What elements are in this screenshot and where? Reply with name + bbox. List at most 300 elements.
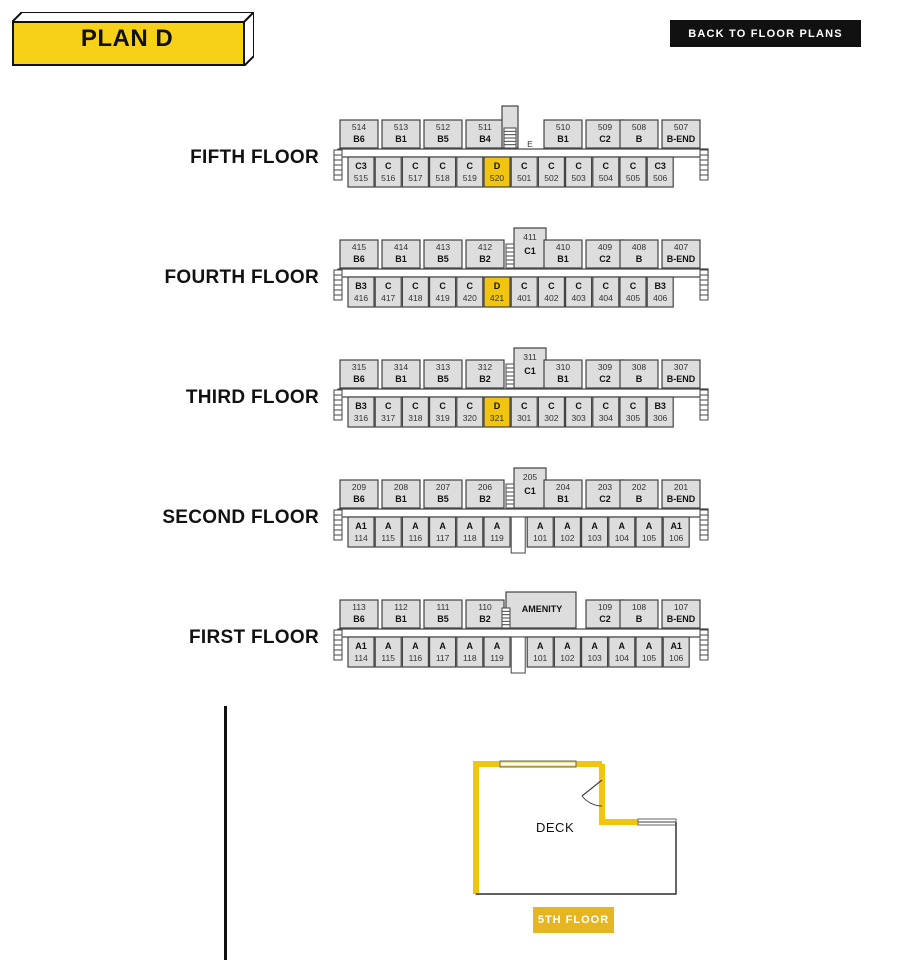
unit-number: 508 (631, 122, 647, 132)
unit-type: C (520, 401, 528, 411)
unit-104[interactable] (609, 517, 635, 547)
unit-number: 115 (381, 653, 395, 663)
unit-317[interactable] (375, 397, 401, 427)
stair-icon (506, 364, 514, 388)
unit-number: 116 (408, 653, 423, 663)
unit-418[interactable] (402, 277, 428, 307)
unit-number: 208 (393, 482, 409, 492)
unit-number: 315 (351, 362, 367, 372)
stair-icon (700, 510, 708, 540)
unit-number: 106 (669, 653, 684, 663)
unit-type: B6 (353, 494, 365, 504)
unit-number: 306 (653, 413, 668, 423)
unit-number: 314 (393, 362, 409, 372)
unit-308[interactable] (620, 360, 658, 388)
unit-type: C (384, 401, 392, 411)
unit-406[interactable] (647, 277, 673, 307)
unit-number: 209 (351, 482, 367, 492)
unit-type: C (629, 161, 637, 171)
unit-number: 403 (571, 293, 586, 303)
unit-307[interactable] (662, 360, 700, 388)
corridor (338, 149, 708, 157)
unit-number: 115 (381, 533, 395, 543)
unit-type: C (575, 281, 582, 291)
floor-plan-third[interactable] (334, 344, 714, 440)
unit-type: A (439, 521, 446, 531)
unit-514[interactable] (340, 120, 378, 148)
unit-304[interactable] (593, 397, 619, 427)
unit-502[interactable] (538, 157, 564, 187)
unit-type: B (635, 614, 643, 624)
unit-number: 103 (587, 533, 602, 543)
unit-117[interactable] (430, 637, 456, 667)
floor-plan-second[interactable] (334, 464, 714, 560)
unit-109[interactable] (586, 600, 624, 628)
unit-201[interactable] (662, 480, 700, 508)
unit-type: B-END (666, 494, 696, 504)
unit-519[interactable] (457, 157, 483, 187)
unit-407[interactable] (662, 240, 700, 268)
unit-number: 518 (435, 173, 450, 183)
unit-type: A (645, 521, 653, 531)
unit-320[interactable] (457, 397, 483, 427)
unit-type: A1 (670, 641, 682, 651)
unit-type: B2 (479, 374, 491, 384)
unit-505[interactable] (620, 157, 646, 187)
unit-104[interactable] (609, 637, 635, 667)
unit-119[interactable] (484, 517, 510, 547)
unit-type: B6 (353, 254, 365, 264)
unit-type: B (635, 374, 643, 384)
unit-209[interactable] (340, 480, 378, 508)
unit-type: B1 (557, 374, 569, 384)
unit-number: 404 (598, 293, 613, 303)
unit-506[interactable] (647, 157, 673, 187)
unit-311[interactable] (514, 348, 546, 388)
unit-105[interactable] (636, 637, 662, 667)
unit-type: D (493, 401, 501, 411)
unit-101[interactable] (527, 637, 553, 667)
unit-105[interactable] (636, 517, 662, 547)
unit-518[interactable] (430, 157, 456, 187)
unit-516[interactable] (375, 157, 401, 187)
unit-number: 502 (544, 173, 559, 183)
unit-417[interactable] (375, 277, 401, 307)
unit-number: 415 (351, 242, 367, 252)
unit-517[interactable] (402, 157, 428, 187)
unit-number: 410 (555, 242, 571, 252)
unit-408[interactable] (620, 240, 658, 268)
floor-plan-fourth[interactable] (334, 224, 714, 320)
unit-number: 307 (673, 362, 689, 372)
unit-number: 420 (462, 293, 477, 303)
unit-number: 117 (435, 653, 450, 663)
unit-number: 505 (625, 173, 641, 183)
unit-number: 204 (555, 482, 571, 492)
unit-116[interactable] (402, 637, 428, 667)
unit-type: B5 (437, 494, 449, 504)
unit-108[interactable] (620, 600, 658, 628)
unit-305[interactable] (620, 397, 646, 427)
unit-type: C3 (654, 161, 666, 171)
unit-type: B1 (557, 134, 569, 144)
unit-313[interactable] (424, 360, 462, 388)
unit-number: 405 (625, 293, 641, 303)
unit-103[interactable] (582, 517, 608, 547)
corridor (338, 389, 708, 397)
unit-319[interactable] (430, 397, 456, 427)
stair-icon (334, 270, 342, 300)
unit-number: 304 (598, 413, 613, 423)
unit-number: 205 (522, 472, 538, 482)
unit-type: B1 (395, 374, 407, 384)
unit-118[interactable] (457, 637, 483, 667)
amenity-area[interactable] (506, 592, 576, 628)
unit-number: 317 (381, 413, 396, 423)
unit-number: 407 (673, 242, 689, 252)
unit-number: 409 (597, 242, 613, 252)
unit-type: C (629, 401, 637, 411)
unit-number: 503 (571, 173, 586, 183)
unit-511[interactable] (466, 120, 504, 148)
unit-type: B-END (666, 374, 696, 384)
unit-type: B3 (355, 281, 367, 291)
unit-type: C (520, 281, 528, 291)
floor-label-first: FIRST FLOOR (189, 627, 319, 648)
unit-number: 105 (641, 653, 657, 663)
unit-number: 309 (597, 362, 613, 372)
unit-number: 102 (560, 653, 575, 663)
unit-number: 401 (517, 293, 532, 303)
unit-number: 511 (478, 122, 492, 132)
unit-115[interactable] (375, 637, 401, 667)
stair-icon (700, 270, 708, 300)
unit-207[interactable] (424, 480, 462, 508)
unit-208[interactable] (382, 480, 420, 508)
unit-type: C2 (599, 374, 611, 384)
plan-title: PLAN D (80, 25, 174, 52)
unit-type: B3 (654, 401, 666, 411)
floor-plan-fifth[interactable] (334, 104, 714, 200)
unit-206[interactable] (466, 480, 504, 508)
unit-number: 520 (489, 173, 505, 183)
unit-419[interactable] (430, 277, 456, 307)
unit-type: C (412, 281, 419, 291)
unit-number: 101 (533, 533, 548, 543)
unit-type: B1 (395, 494, 407, 504)
entry-gap (511, 517, 525, 553)
corridor (338, 509, 708, 517)
unit-117[interactable] (430, 517, 456, 547)
unit-501[interactable] (511, 157, 537, 187)
unit-type: C (439, 161, 446, 171)
unit-type: A (466, 521, 474, 531)
unit-512[interactable] (424, 120, 462, 148)
unit-number: 519 (462, 173, 477, 183)
unit-number: 106 (669, 533, 684, 543)
unit-type: C (466, 161, 474, 171)
unit-type: A (591, 521, 598, 531)
stair-icon (334, 150, 342, 180)
unit-404[interactable] (593, 277, 619, 307)
unit-number: 510 (555, 122, 571, 132)
unit-type: A (618, 641, 626, 651)
unit-106[interactable] (663, 517, 689, 547)
unit-number: 201 (673, 482, 689, 492)
unit-number: 414 (393, 242, 409, 252)
unit-number: 516 (381, 173, 396, 183)
unit-number: 107 (673, 602, 689, 612)
unit-508[interactable] (620, 120, 658, 148)
unit-type: B-END (666, 254, 696, 264)
unit-116[interactable] (402, 517, 428, 547)
unit-204[interactable] (544, 480, 582, 508)
unit-510[interactable] (544, 120, 582, 148)
unit-number: 202 (631, 482, 647, 492)
stair-icon (334, 390, 342, 420)
stair-icon (506, 484, 514, 508)
unit-number: 110 (478, 602, 492, 612)
divider-line (224, 706, 227, 960)
unit-number: 417 (381, 293, 396, 303)
unit-314[interactable] (382, 360, 420, 388)
unit-number: 501 (517, 173, 532, 183)
unit-number: 109 (597, 602, 613, 612)
unit-416[interactable] (348, 277, 374, 307)
unit-102[interactable] (554, 517, 580, 547)
unit-type: C (575, 401, 582, 411)
unit-number: 313 (435, 362, 451, 372)
unit-type: C (548, 401, 555, 411)
unit-type: A (466, 641, 474, 651)
unit-number: 105 (641, 533, 657, 543)
unit-type: B-END (666, 614, 696, 624)
unit-415[interactable] (340, 240, 378, 268)
unit-106[interactable] (663, 637, 689, 667)
unit-412[interactable] (466, 240, 504, 268)
unit-type: C1 (524, 366, 536, 376)
unit-type: C (412, 161, 419, 171)
unit-number: 101 (533, 653, 548, 663)
unit-type: C1 (524, 486, 536, 496)
unit-number: 302 (544, 413, 559, 423)
unit-303[interactable] (566, 397, 592, 427)
unit-type: D (493, 161, 501, 171)
unit-111[interactable] (424, 600, 462, 628)
unit-type: B (635, 254, 643, 264)
unit-type: B1 (395, 614, 407, 624)
unit-114[interactable] (348, 637, 374, 667)
unit-411[interactable] (514, 228, 546, 268)
unit-number: 321 (489, 413, 505, 423)
unit-202[interactable] (620, 480, 658, 508)
unit-type: C (439, 281, 446, 291)
unit-type: B6 (353, 134, 365, 144)
unit-number: 406 (653, 293, 668, 303)
unit-type: A (439, 641, 446, 651)
floor-plan-first[interactable] (334, 584, 714, 680)
unit-414[interactable] (382, 240, 420, 268)
unit-409[interactable] (586, 240, 624, 268)
unit-type: A (591, 641, 598, 651)
unit-309[interactable] (586, 360, 624, 388)
unit-203[interactable] (586, 480, 624, 508)
floor-label-second: SECOND FLOOR (162, 507, 319, 528)
unit-type: B3 (355, 401, 367, 411)
unit-type: C (575, 161, 582, 171)
unit-type: B2 (479, 254, 491, 264)
unit-number: 504 (598, 173, 613, 183)
unit-107[interactable] (662, 600, 700, 628)
unit-number: 303 (571, 413, 586, 423)
unit-410[interactable] (544, 240, 582, 268)
unit-type: C (548, 281, 555, 291)
unit-number: 301 (517, 413, 532, 423)
unit-type: C (384, 281, 392, 291)
unit-type: A (412, 521, 419, 531)
unit-number: 108 (631, 602, 647, 612)
unit-number: 419 (435, 293, 450, 303)
unit-number: 206 (477, 482, 493, 492)
unit-401[interactable] (511, 277, 537, 307)
unit-118[interactable] (457, 517, 483, 547)
deck-floor-tag: 5TH FLOOR (533, 907, 614, 933)
unit-number: 311 (523, 352, 537, 362)
unit-503[interactable] (566, 157, 592, 187)
unit-type: C2 (599, 254, 611, 264)
unit-type: A (493, 521, 501, 531)
unit-103[interactable] (582, 637, 608, 667)
unit-420[interactable] (457, 277, 483, 307)
unit-number: 118 (463, 653, 477, 663)
deck-label: DECK (536, 820, 575, 835)
unit-number: 513 (393, 122, 409, 132)
unit-number: 305 (625, 413, 641, 423)
unit-321[interactable] (484, 397, 510, 427)
unit-number: 117 (435, 533, 450, 543)
unit-type: A (384, 641, 392, 651)
unit-513[interactable] (382, 120, 420, 148)
stair-icon (700, 630, 708, 660)
unit-310[interactable] (544, 360, 582, 388)
unit-312[interactable] (466, 360, 504, 388)
unit-318[interactable] (402, 397, 428, 427)
unit-type: A (412, 641, 419, 651)
unit-number: 102 (560, 533, 575, 543)
unit-number: 119 (490, 533, 504, 543)
unit-number: 507 (673, 122, 689, 132)
unit-number: 319 (435, 413, 450, 423)
unit-type: C (602, 281, 610, 291)
corridor (338, 629, 708, 637)
unit-type: C (439, 401, 446, 411)
unit-number: 119 (490, 653, 504, 663)
unit-type: B2 (479, 494, 491, 504)
unit-number: 118 (463, 533, 477, 543)
unit-number: 112 (394, 602, 408, 612)
unit-type: B1 (395, 134, 407, 144)
unit-515[interactable] (348, 157, 374, 187)
unit-number: 506 (653, 173, 668, 183)
unit-number: 312 (477, 362, 493, 372)
unit-number: 308 (631, 362, 647, 372)
unit-number: 413 (435, 242, 451, 252)
unit-number: 114 (354, 653, 368, 663)
unit-type: B1 (557, 494, 569, 504)
back-to-floor-plans-button[interactable]: BACK TO FLOOR PLANS (670, 20, 861, 47)
unit-110[interactable] (466, 600, 504, 628)
unit-type: B1 (395, 254, 407, 264)
unit-type: A1 (355, 521, 367, 531)
unit-type: A (384, 521, 392, 531)
unit-type: C (412, 401, 419, 411)
unit-type: A (536, 641, 544, 651)
unit-type: B5 (437, 614, 449, 624)
unit-number: 402 (544, 293, 559, 303)
unit-119[interactable] (484, 637, 510, 667)
unit-507[interactable] (662, 120, 700, 148)
unit-number: 203 (597, 482, 613, 492)
unit-112[interactable] (382, 600, 420, 628)
unit-number: 517 (408, 173, 423, 183)
unit-type: A (618, 521, 626, 531)
unit-type: C3 (355, 161, 367, 171)
unit-type: B6 (353, 614, 365, 624)
unit-number: 111 (436, 602, 450, 612)
unit-number: 514 (351, 122, 367, 132)
unit-type: C (548, 161, 555, 171)
unit-402[interactable] (538, 277, 564, 307)
unit-306[interactable] (647, 397, 673, 427)
stair-icon (504, 128, 516, 148)
unit-type: B (635, 494, 643, 504)
unit-301[interactable] (511, 397, 537, 427)
floor-label-third: THIRD FLOOR (185, 387, 319, 408)
stair-icon (334, 630, 342, 660)
unit-type: C2 (599, 134, 611, 144)
unit-type: C (602, 161, 610, 171)
unit-102[interactable] (554, 637, 580, 667)
unit-315[interactable] (340, 360, 378, 388)
unit-421[interactable] (484, 277, 510, 307)
unit-114[interactable] (348, 517, 374, 547)
unit-type: B3 (654, 281, 666, 291)
unit-number: 515 (353, 173, 369, 183)
unit-number: 411 (523, 232, 537, 242)
unit-type: C (629, 281, 637, 291)
unit-504[interactable] (593, 157, 619, 187)
unit-115[interactable] (375, 517, 401, 547)
unit-type: A (645, 641, 653, 651)
unit-520[interactable] (484, 157, 510, 187)
unit-509[interactable] (586, 120, 624, 148)
unit-type: A (536, 521, 544, 531)
unit-type: B4 (479, 134, 491, 144)
unit-205[interactable] (514, 468, 546, 508)
unit-113[interactable] (340, 600, 378, 628)
unit-302[interactable] (538, 397, 564, 427)
unit-405[interactable] (620, 277, 646, 307)
unit-316[interactable] (348, 397, 374, 427)
unit-403[interactable] (566, 277, 592, 307)
plan-title-box (12, 12, 254, 66)
unit-type: B2 (479, 614, 491, 624)
unit-413[interactable] (424, 240, 462, 268)
unit-type: B5 (437, 374, 449, 384)
unit-number: 114 (354, 533, 368, 543)
unit-101[interactable] (527, 517, 553, 547)
unit-type: C2 (599, 614, 611, 624)
